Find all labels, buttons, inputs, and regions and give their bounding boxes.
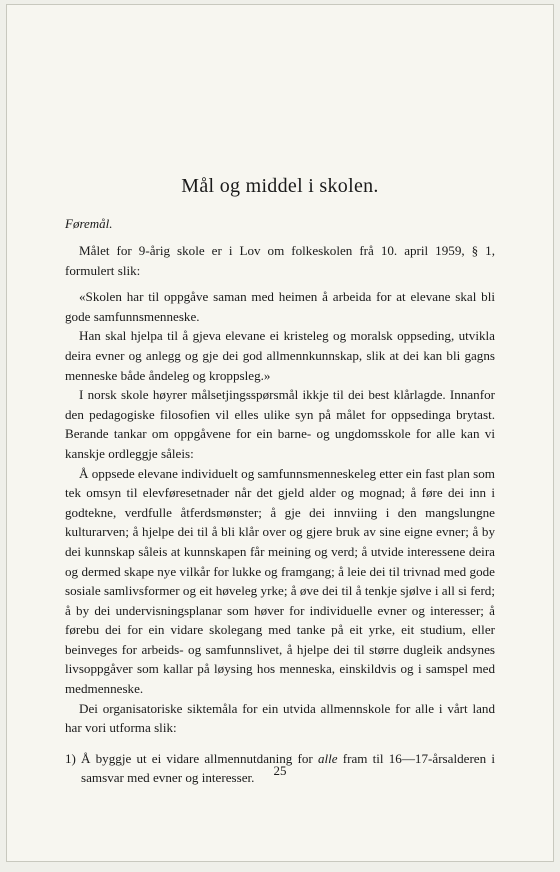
page-content <box>65 175 495 788</box>
page-number: 25 <box>273 763 287 778</box>
paragraph-quote-1: «Skolen har til oppgåve saman med heimen å arbeida for at elevane skal bli gode samfunnsmenneske. <box>65 289 495 324</box>
list-item-number: 1) <box>65 750 76 766</box>
paragraph-tasks: Å oppsede elevane individuelt og samfunnsmenneskeleg etter ein fast plan som tek omsyn til elevføresetnader når det gjeld alder og mognad; å føre dei inn i godtekne, verdfulle åtferdsmønster; å gje dei innviing i den mangslungne kulturarven; å hjelpe dei til å bli klår over og gjere bruk av sine eigne evner; å by dei kunnskap såleis at kunnskapen får meining og verd; å utvide interessene deira og dermed skape nye vilkår for lukke og framgang; å leie dei til trivnad med gode sosiale samlivsformer og eit høveleg yrke; å øve dei til å tenkje sjølve i all si ferd; å by dei undervisningsplanar som høver for individuelle evner og interesser; å førebu dei for ein vidare skolegang med tanke på eit yrke, eit studium, eller beinveges for arbeids- og samfunnslivet, å hjelpe dei til større dugleik andsynes livsoppgåver som kallar på løysing hos menneska, einskildvis og i samspel med medmenneske. <box>65 465 495 697</box>
book-page <box>6 4 554 862</box>
list-item-emphasis: alle <box>317 750 338 766</box>
paragraph-norwegian-school: I norsk skole høyrer målsetjingsspørsmål ikkje til dei best klårlagde. Innanfor den pedagogiske filosofien vil elles ulike syn på målet for oppsedinga brytast. Berande tankar om oppgåvene for ein barne- og ungdomsskole for alle kan vi kanskje ordleggje såleis: <box>65 387 495 461</box>
list-item-text-before: Å byggje ut ei vidare allmennutdaning for <box>81 750 318 766</box>
section-subheading: Føremål. <box>65 216 113 231</box>
paragraph-quote-2: Han skal hjelpa til å gjeva elevane ei kristeleg og moralsk oppseding, utvikla deira evner og anlegg og gje dei god allmennkunnskap, slik at dei kan bli gagns menneske både åndeleg og kroppsleg.» <box>65 328 495 383</box>
paragraph-intro: Målet for 9-årig skole er i Lov om folkeskolen frå 10. april 1959, § 1, formulert slik: <box>65 243 495 278</box>
paragraph-organizational: Dei organisatoriske siktemåla for ein utvida allmennskole for alle i vårt land har vori utforma slik: <box>65 700 495 736</box>
page-title: Mål og middel i skolen. <box>181 175 379 197</box>
list-item-text-after: fram til 16—17-årsalderen i samsvar med evner og interesser. <box>81 750 495 786</box>
